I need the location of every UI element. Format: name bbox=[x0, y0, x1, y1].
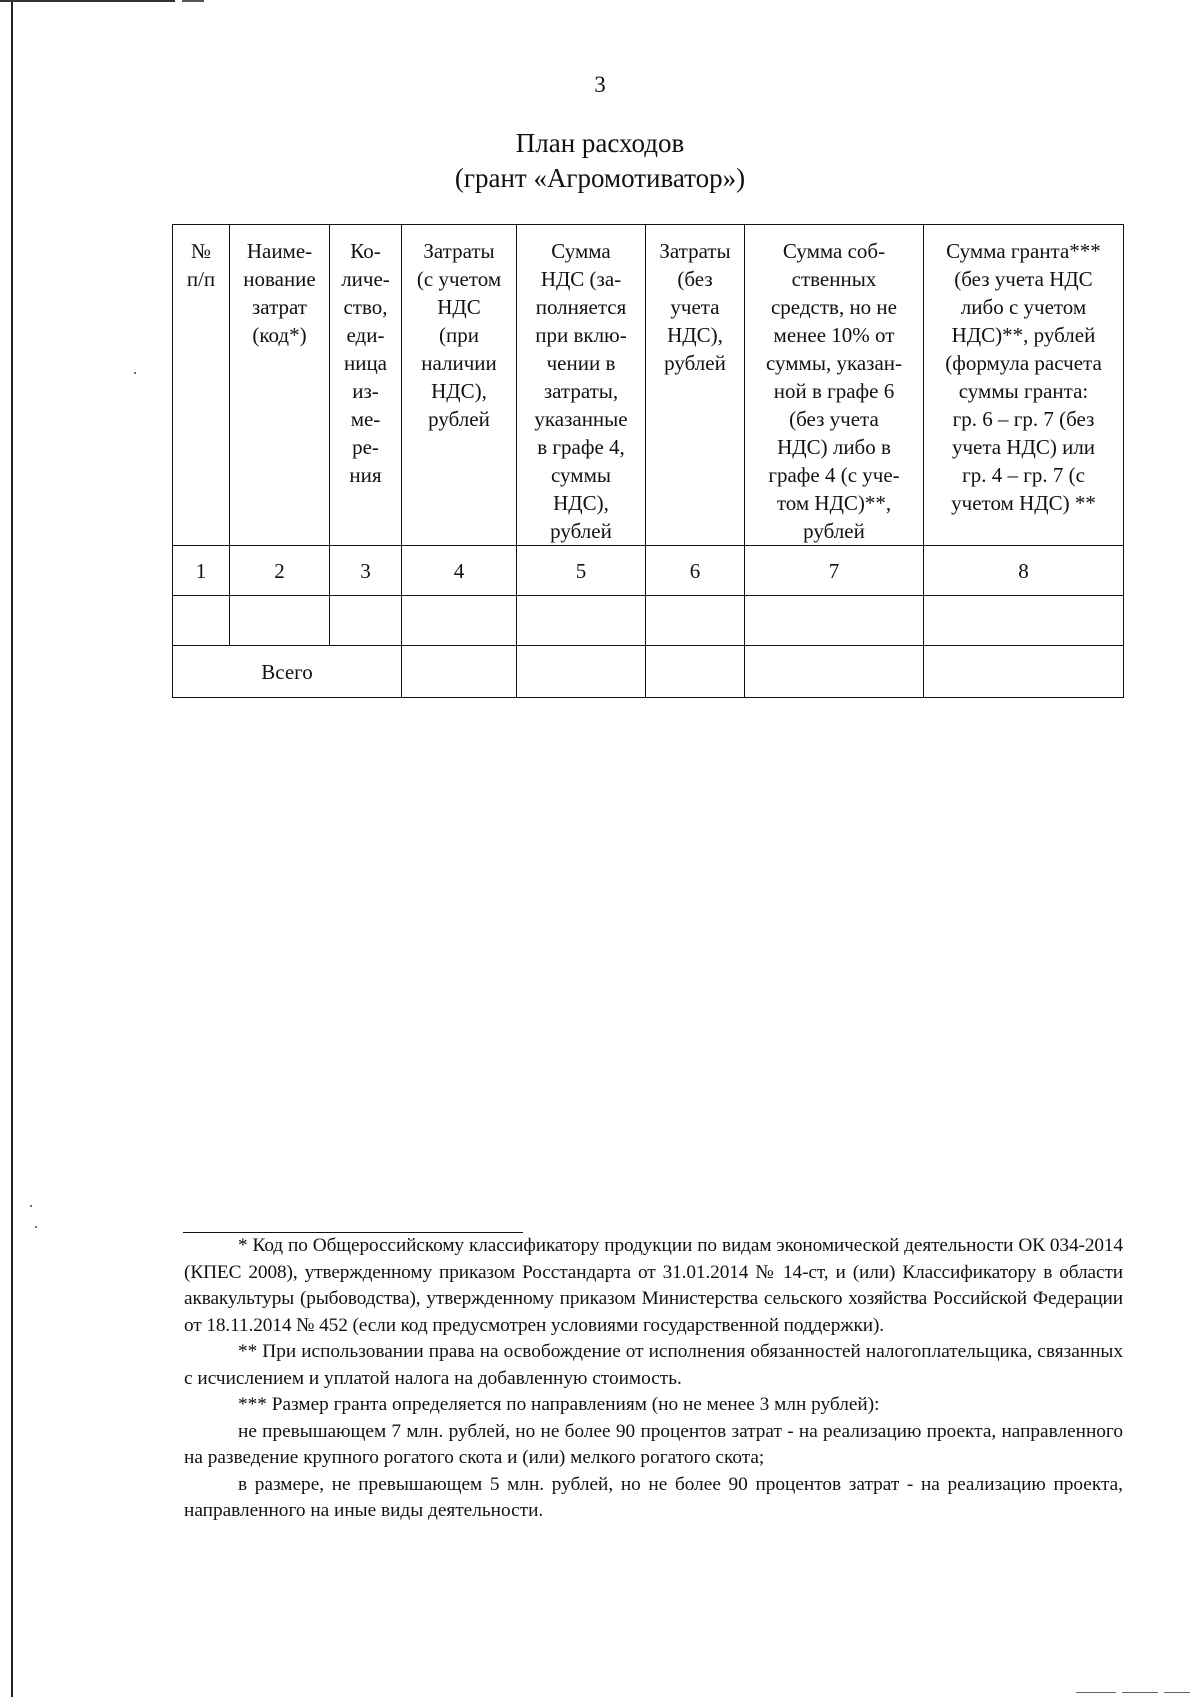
page-title bbox=[0, 126, 1200, 196]
header-line: ре- bbox=[352, 435, 379, 459]
header-cell bbox=[745, 225, 924, 546]
footnote-2: ** При использовании права на освобождение от исполнения обязанностей налогоплательщика, связанных с исчислением и уплатой налога на добавленную стоимость. bbox=[184, 1341, 1123, 1389]
header-line: графе 4 (с уче- bbox=[768, 463, 900, 487]
header-line: наличии bbox=[421, 351, 497, 375]
column-number-cell: 8 bbox=[924, 546, 1124, 596]
header-line: рублей bbox=[550, 519, 612, 543]
header-cell bbox=[924, 225, 1124, 546]
header-line: НДС)**, рублей bbox=[951, 323, 1096, 347]
header-line: еди- bbox=[346, 323, 385, 347]
header-line: средств, но не bbox=[770, 295, 897, 319]
header-line: затрат bbox=[252, 295, 307, 319]
header-line: Сумма bbox=[551, 239, 611, 263]
table-cell bbox=[924, 596, 1124, 646]
footnote-1: * Код по Общероссийскому классификатору продукции по видам экономической деятельности ОК 034-2014 (КПЕС 2008), утвержденному приказом Росстандарта от 31.01.2014 № 14-ст, и (или) Классификатору в области аквакультуры (рыбоводства), утвержденному приказом Министерства сельского хозяйства Российской Федерации от 18.11.2014 № 452 (если код предусмотрен условиями государственной поддержки). bbox=[184, 1235, 1123, 1336]
header-line: (формула расчета bbox=[945, 351, 1102, 375]
column-number-cell: 4 bbox=[402, 546, 517, 596]
header-line: НДС), bbox=[553, 491, 609, 515]
header-line: при вклю- bbox=[535, 323, 627, 347]
header-line: либо с учетом bbox=[960, 295, 1087, 319]
scan-bottom-dash bbox=[1164, 1692, 1190, 1693]
scan-speck bbox=[35, 1226, 37, 1228]
header-cell bbox=[646, 225, 745, 546]
table-cell bbox=[517, 596, 646, 646]
scan-bottom-dash bbox=[1076, 1692, 1116, 1693]
total-label: Всего bbox=[173, 646, 402, 698]
header-line: Затраты bbox=[659, 239, 731, 263]
expense-plan-table bbox=[172, 224, 1124, 698]
column-number-cell: 1 bbox=[173, 546, 230, 596]
header-line: гр. 6 – гр. 7 (без bbox=[952, 407, 1095, 431]
table-cell bbox=[402, 596, 517, 646]
footnote-3-item-2: в размере, не превышающем 5 млн. рублей, но не более 90 процентов затрат - на реализацию проекта, направленного на иные виды деятельности. bbox=[184, 1473, 1123, 1521]
header-line: Сумма соб- bbox=[782, 239, 886, 263]
footnote-3-item-1: не превышающем 7 млн. рублей, но не более 90 процентов затрат - на реализацию проекта, направленного на разведение крупного рогатого скота и (или) мелкого рогатого скота; bbox=[184, 1420, 1123, 1468]
column-number-cell: 5 bbox=[517, 546, 646, 596]
table-cell bbox=[745, 646, 924, 698]
header-line: Ко- bbox=[350, 239, 381, 263]
header-line: рублей bbox=[803, 519, 865, 543]
scan-edge-line bbox=[11, 0, 13, 1697]
header-line: гр. 4 – гр. 7 (с bbox=[962, 463, 1085, 487]
title-line-2: (грант «Агромотиватор») bbox=[454, 163, 746, 193]
header-cell bbox=[330, 225, 402, 546]
header-line: НДС), bbox=[667, 323, 723, 347]
header-line: в графе 4, bbox=[537, 435, 625, 459]
header-line: личе- bbox=[341, 267, 390, 291]
page-number: 3 bbox=[594, 72, 606, 97]
header-line: (без bbox=[677, 267, 713, 291]
header-row bbox=[173, 225, 1124, 546]
footnotes bbox=[184, 1233, 1123, 1525]
header-line: (с учетом bbox=[416, 267, 502, 291]
scan-speck bbox=[30, 1205, 32, 1207]
column-number-cell: 2 bbox=[230, 546, 330, 596]
table-cell bbox=[402, 646, 517, 698]
total-row bbox=[173, 646, 1124, 698]
header-line: чении в bbox=[546, 351, 616, 375]
column-number-cell: 3 bbox=[330, 546, 402, 596]
header-line: Наиме- bbox=[246, 239, 313, 263]
column-number-row bbox=[173, 546, 1124, 596]
table-cell bbox=[330, 596, 402, 646]
header-line: НДС (за- bbox=[540, 267, 622, 291]
scan-top-line bbox=[182, 0, 204, 2]
header-line: указанные bbox=[534, 407, 628, 431]
header-line: п/п bbox=[186, 267, 216, 291]
header-line: Затраты bbox=[423, 239, 495, 263]
header-line: (при bbox=[439, 323, 479, 347]
header-line: НДС) либо в bbox=[777, 435, 891, 459]
scan-top-line bbox=[0, 0, 175, 2]
footnote-3: *** Размер гранта определяется по направлениям (но не менее 3 млн рублей): bbox=[238, 1394, 880, 1415]
header-line: нование bbox=[243, 267, 316, 291]
header-line: рублей bbox=[428, 407, 490, 431]
column-number-cell: 6 bbox=[646, 546, 745, 596]
header-line: суммы bbox=[551, 463, 611, 487]
header-line: (код*) bbox=[252, 323, 307, 347]
header-line: полняется bbox=[535, 295, 627, 319]
header-line: ния bbox=[349, 463, 382, 487]
header-line: ница bbox=[343, 351, 388, 375]
empty-data-row bbox=[173, 596, 1124, 646]
scan-speck bbox=[134, 372, 136, 374]
header-cell bbox=[230, 225, 330, 546]
header-line: рублей bbox=[664, 351, 726, 375]
header-line: суммы, указан- bbox=[765, 351, 902, 375]
table-cell bbox=[517, 646, 646, 698]
header-cell bbox=[402, 225, 517, 546]
header-line: Сумма гранта*** bbox=[946, 239, 1101, 263]
header-cell bbox=[517, 225, 646, 546]
header-line: НДС), bbox=[431, 379, 487, 403]
header-line: ной в графе 6 bbox=[773, 379, 895, 403]
header-line: (без учета НДС bbox=[954, 267, 1093, 291]
header-line: учета bbox=[670, 295, 720, 319]
table-cell bbox=[646, 596, 745, 646]
header-line: НДС bbox=[437, 295, 481, 319]
header-line: учета НДС) или bbox=[951, 435, 1096, 459]
header-line: затраты, bbox=[543, 379, 619, 403]
header-line: № bbox=[190, 239, 212, 263]
table-cell bbox=[173, 596, 230, 646]
header-line: учетом НДС) ** bbox=[951, 491, 1096, 515]
header-line: ственных bbox=[791, 267, 877, 291]
header-line: менее 10% от bbox=[773, 323, 895, 347]
table-cell bbox=[646, 646, 745, 698]
table-cell bbox=[230, 596, 330, 646]
column-number-cell: 7 bbox=[745, 546, 924, 596]
table-cell bbox=[924, 646, 1124, 698]
header-line: суммы гранта: bbox=[958, 379, 1089, 403]
header-cell bbox=[173, 225, 230, 546]
scan-bottom-dash bbox=[1122, 1692, 1158, 1693]
table-cell bbox=[745, 596, 924, 646]
title-line-1: План расходов bbox=[515, 128, 685, 158]
header-line: (без учета bbox=[789, 407, 879, 431]
header-line: ство, bbox=[343, 295, 388, 319]
header-line: том НДС)**, bbox=[776, 491, 892, 515]
header-line: ме- bbox=[350, 407, 381, 431]
header-line: из- bbox=[352, 379, 379, 403]
